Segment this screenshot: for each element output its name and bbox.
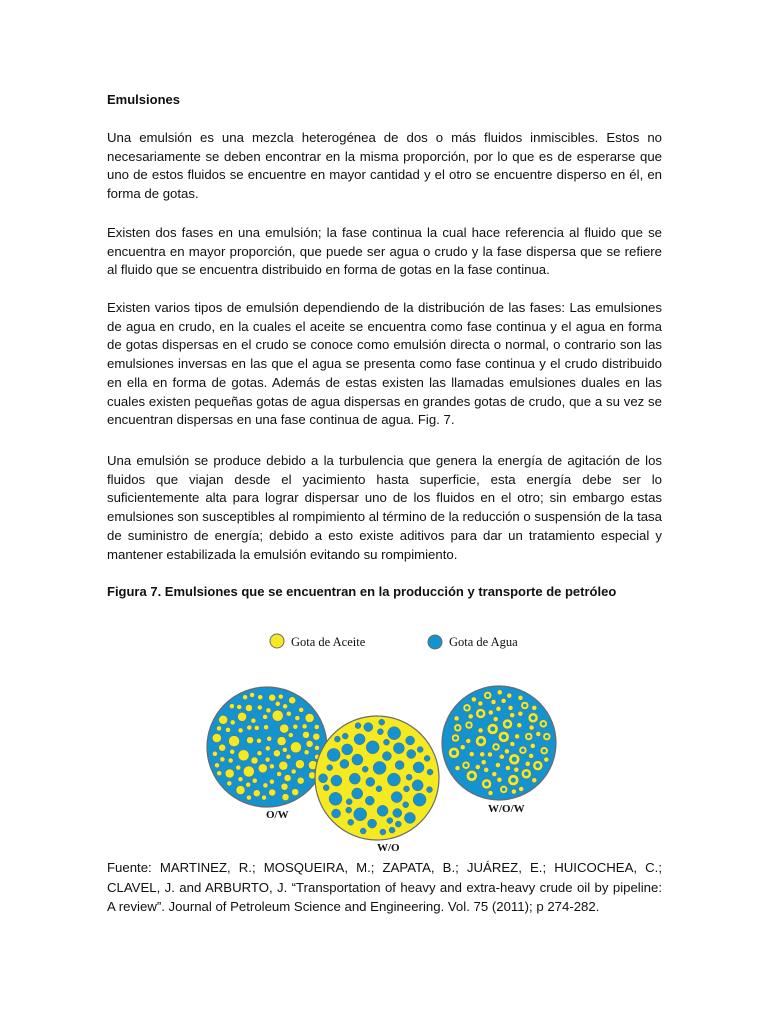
inner-water-drop xyxy=(479,739,484,744)
dispersed-drop xyxy=(334,736,340,742)
dispersed-drop xyxy=(236,786,245,795)
dispersed-drop xyxy=(395,761,404,770)
paragraph-phases: Existen dos fases en una emulsión; la fase continua la cual hace referencia al fluido que se encuentra en mayor proporción, que puede ser agua o crudo y la fase dispersa que se refiere al fluido que se encuentra distribuido en forma de gotas en la fase continua. xyxy=(107,225,662,278)
dispersed-drop xyxy=(293,724,298,729)
dispersed-drop xyxy=(529,753,534,758)
dispersed-drop xyxy=(481,760,486,765)
dispersed-drop xyxy=(364,723,373,732)
dispersed-drop xyxy=(313,733,320,740)
dispersed-drop xyxy=(269,789,276,796)
dispersed-drop xyxy=(263,714,268,719)
dispersed-drop xyxy=(412,780,423,791)
dispersed-drop xyxy=(279,761,288,770)
dispersed-drop xyxy=(427,787,433,793)
dispersed-drop xyxy=(282,747,287,752)
inner-water-drop xyxy=(527,735,531,739)
dispersed-drop xyxy=(530,743,535,748)
dispersed-drop xyxy=(427,769,433,775)
dispersed-drop xyxy=(238,750,249,761)
dispersed-drop xyxy=(265,746,270,751)
emulsion-ow xyxy=(207,687,327,807)
inner-water-drop xyxy=(531,716,536,721)
legend-water-label: Gota de Agua xyxy=(449,635,518,649)
dispersed-drop xyxy=(305,714,314,723)
inner-water-drop xyxy=(523,704,527,708)
dispersed-drop xyxy=(460,745,465,750)
dispersed-drop xyxy=(532,705,537,710)
dispersed-drop xyxy=(514,767,519,772)
dispersed-drop xyxy=(508,705,513,710)
dispersed-drop xyxy=(283,704,288,709)
dispersed-drop xyxy=(391,792,402,803)
dispersed-drop xyxy=(332,809,341,818)
inner-water-drop xyxy=(490,727,495,732)
dispersed-drop xyxy=(295,716,300,721)
dispersed-drop xyxy=(228,758,233,763)
dispersed-drop xyxy=(230,749,235,754)
dispersed-drop xyxy=(269,764,274,769)
dispersed-drop xyxy=(352,788,363,799)
dispersed-drop xyxy=(484,767,489,772)
dispersed-drop xyxy=(266,708,271,713)
dispersed-drop xyxy=(395,821,401,827)
inner-water-drop xyxy=(465,706,469,710)
page-title: Emulsiones xyxy=(107,92,180,107)
dispersed-drop xyxy=(284,775,291,782)
dispersed-drop xyxy=(510,713,515,718)
dispersed-drop xyxy=(380,829,386,835)
dispersed-drop xyxy=(303,731,310,738)
inner-water-drop xyxy=(545,735,549,739)
dispersed-drop xyxy=(278,694,283,699)
dispersed-drop xyxy=(246,782,251,787)
paragraph-definition: Una emulsión es una mezcla heterogénea de dos o más fluidos inmiscibles. Estos no necesariamente se deben encontrar en la misma proporción, por lo que es de esperarse que uno de estos fluidos se encuentre en mayor cantidad y el otro se encuentre disperso en él, en forma de gotas. xyxy=(107,130,662,202)
legend-oil-swatch xyxy=(270,634,284,648)
dispersed-drop xyxy=(217,726,222,731)
dispersed-drop xyxy=(348,819,354,825)
emulsion-wo xyxy=(315,716,439,840)
dispersed-drop xyxy=(342,733,348,739)
dispersed-drop xyxy=(251,757,258,764)
dispersed-drop xyxy=(505,766,510,771)
dispersed-drop xyxy=(319,774,328,783)
dispersed-drop xyxy=(387,773,400,786)
inner-water-drop xyxy=(494,745,498,749)
dispersed-drop xyxy=(424,755,430,761)
dispersed-drop xyxy=(376,786,382,792)
dispersed-drop xyxy=(346,799,352,805)
dispersed-drop xyxy=(297,777,304,784)
dispersed-drop xyxy=(237,705,242,710)
dispersed-drop xyxy=(475,765,480,770)
dispersed-drop xyxy=(269,779,274,784)
dispersed-drop xyxy=(404,812,415,823)
dispersed-drop xyxy=(331,775,342,786)
dispersed-drop xyxy=(299,707,304,712)
dispersed-drop xyxy=(478,701,483,706)
dispersed-drop xyxy=(365,796,374,805)
dispersed-drop xyxy=(355,723,361,729)
dispersed-drop xyxy=(368,819,377,828)
dispersed-drop xyxy=(496,706,501,711)
dispersed-drop xyxy=(340,759,349,768)
dispersed-drop xyxy=(323,785,329,791)
dispersed-drop xyxy=(511,789,516,794)
dispersed-drop xyxy=(519,787,524,792)
dispersed-drop xyxy=(238,728,243,733)
dispersed-drop xyxy=(406,736,415,745)
dispersed-drop xyxy=(267,736,272,741)
dispersed-drop xyxy=(471,697,476,702)
dispersed-drop xyxy=(290,742,301,753)
dispersed-drop xyxy=(492,772,497,777)
inner-water-drop xyxy=(536,763,541,768)
dispersed-drop xyxy=(384,739,390,745)
inner-water-drop xyxy=(542,749,546,753)
dispersed-drop xyxy=(407,750,416,759)
dispersed-drop xyxy=(501,698,506,703)
dispersed-drop xyxy=(504,749,509,754)
dispersed-drop xyxy=(393,809,402,818)
dispersed-drop xyxy=(488,710,493,715)
inner-water-drop xyxy=(469,773,474,778)
dispersed-drop xyxy=(215,763,220,768)
dispersed-drop xyxy=(314,725,319,730)
dispersed-drop xyxy=(507,693,512,698)
dispersed-drop xyxy=(346,807,352,813)
dispersed-drop xyxy=(497,777,502,782)
dispersed-drop xyxy=(510,742,515,747)
dispersed-drop xyxy=(264,725,269,730)
dispersed-drop xyxy=(532,778,537,783)
dispersed-drop xyxy=(544,757,549,762)
dispersed-drop xyxy=(366,777,375,786)
dispersed-drop xyxy=(403,802,409,808)
inner-water-drop xyxy=(505,722,510,727)
dispersed-drop xyxy=(329,792,342,805)
dispersed-drop xyxy=(225,769,234,778)
inner-water-drop xyxy=(484,782,489,787)
dispersed-drop xyxy=(466,739,471,744)
dispersed-drop xyxy=(455,766,460,771)
dispersed-drop xyxy=(304,750,309,755)
inner-water-drop xyxy=(524,772,529,777)
dispersed-drop xyxy=(454,716,459,721)
dispersed-drop xyxy=(379,719,385,725)
dispersed-drop xyxy=(257,751,262,756)
dispersed-drop xyxy=(393,743,404,754)
dispersed-drop xyxy=(468,714,473,719)
dispersed-drop xyxy=(265,757,270,762)
dispersed-drop xyxy=(243,766,254,777)
dispersed-drop xyxy=(251,718,256,723)
figure-caption: Figura 7. Emulsiones que se encuentran en la producción y transporte de petróleo xyxy=(107,584,617,599)
dispersed-drop xyxy=(366,741,379,754)
dispersed-drop xyxy=(292,789,299,796)
dispersed-drop xyxy=(219,744,226,751)
dispersed-drop xyxy=(229,736,240,747)
dispersed-drop xyxy=(302,724,307,729)
inner-water-drop xyxy=(452,750,457,755)
dispersed-drop xyxy=(342,744,353,755)
dispersed-drop xyxy=(349,773,360,784)
dispersed-drop xyxy=(377,729,383,735)
dispersed-drop xyxy=(417,747,423,753)
dispersed-drop xyxy=(247,737,254,744)
dispersed-drop xyxy=(478,728,483,733)
inner-water-drop xyxy=(511,778,516,783)
dispersed-drop xyxy=(373,761,386,774)
emulsion-wow xyxy=(442,686,556,800)
dispersed-drop xyxy=(404,786,410,792)
dispersed-drop xyxy=(263,783,268,788)
dispersed-drop xyxy=(257,705,262,710)
dispersed-drop xyxy=(230,720,235,725)
dispersed-drop xyxy=(480,752,485,757)
dispersed-drop xyxy=(286,754,291,759)
dispersed-drop xyxy=(306,740,313,747)
dispersed-drop xyxy=(262,795,267,800)
dispersed-drop xyxy=(275,701,280,706)
label-wow: W/O/W xyxy=(488,803,525,815)
dispersed-drop xyxy=(382,752,391,761)
legend-water-swatch xyxy=(428,635,442,649)
label-ow: O/W xyxy=(266,809,289,821)
dispersed-drop xyxy=(517,723,522,728)
dispersed-drop xyxy=(515,734,520,739)
dispersed-drop xyxy=(220,757,225,762)
dispersed-drop xyxy=(352,754,363,765)
dispersed-drop xyxy=(354,734,365,745)
dispersed-drop xyxy=(280,724,289,733)
dispersed-drop xyxy=(247,725,252,730)
dispersed-drop xyxy=(413,762,424,773)
dispersed-drop xyxy=(288,733,293,738)
inner-water-drop xyxy=(502,788,506,792)
inner-water-drop xyxy=(478,711,483,716)
dispersed-drop xyxy=(253,790,260,797)
dispersed-drop xyxy=(227,781,232,786)
dispersed-drop xyxy=(295,760,304,769)
dispersed-drop xyxy=(212,751,217,756)
dispersed-drop xyxy=(238,777,243,782)
dispersed-drop xyxy=(469,752,474,757)
dispersed-drop xyxy=(536,732,541,737)
inner-water-drop xyxy=(464,763,468,767)
dispersed-drop xyxy=(495,763,500,768)
dispersed-drop xyxy=(327,748,340,761)
dispersed-drop xyxy=(212,734,221,743)
dispersed-drop xyxy=(491,700,496,705)
dispersed-drop xyxy=(217,771,222,776)
dispersed-drop xyxy=(360,828,366,834)
dispersed-drop xyxy=(497,690,502,695)
dispersed-drop xyxy=(252,778,257,783)
dispersed-drop xyxy=(236,765,241,770)
dispersed-drop xyxy=(362,766,368,772)
dispersed-drop xyxy=(282,794,289,801)
dispersed-drop xyxy=(315,745,320,750)
dispersed-drop xyxy=(277,772,282,777)
paragraph-types: Existen varios tipos de emulsión dependiendo de la distribución de las fases: Las emulsiones de agua en crudo, en la cuales el aceite se encuentra como fase continua y el agua en forma de gotas dispersas en el crudo se conoce como emulsión directa o normal, o contrario son las emulsiones inversas en las que el agua se presenta como fase continua y el crudo distribuido en ella en forma de gotas. Además de estas existen las llamadas emulsiones duales en las cuales existen pequeñas gotas de agua dispersas en grandes gotas de crudo, que a su vez se encuentran dispersas en una fase continua de agua. Fig. 7. xyxy=(107,300,662,428)
dispersed-drop xyxy=(238,712,247,721)
dispersed-drop xyxy=(250,693,255,698)
inner-water-drop xyxy=(456,726,460,730)
legend-oil-label: Gota de Aceite xyxy=(291,635,366,649)
dispersed-drop xyxy=(389,827,395,833)
dispersed-drop xyxy=(525,761,530,766)
inner-water-drop xyxy=(512,757,517,762)
dispersed-drop xyxy=(499,754,504,759)
dispersed-drop xyxy=(269,694,276,701)
dispersed-drop xyxy=(406,774,412,780)
dispersed-drop xyxy=(493,717,498,722)
dispersed-drop xyxy=(518,695,523,700)
dispersed-drop xyxy=(281,783,288,790)
dispersed-drop xyxy=(529,725,534,730)
inner-water-drop xyxy=(542,722,546,726)
inner-water-drop xyxy=(467,723,471,727)
dispersed-drop xyxy=(387,818,393,824)
dispersed-drop xyxy=(273,750,280,757)
dispersed-drop xyxy=(272,710,283,721)
inner-water-drop xyxy=(521,748,525,752)
inner-water-drop xyxy=(501,734,506,739)
dispersed-drop xyxy=(277,737,286,746)
dispersed-drop xyxy=(286,711,291,716)
dispersed-drop xyxy=(254,725,259,730)
dispersed-drop xyxy=(488,752,493,757)
dispersed-drop xyxy=(229,704,234,709)
dispersed-drop xyxy=(257,738,262,743)
dispersed-drop xyxy=(243,695,248,700)
inner-water-drop xyxy=(486,694,490,698)
dispersed-drop xyxy=(488,791,493,796)
dispersed-drop xyxy=(291,769,296,774)
dispersed-drop xyxy=(413,793,426,806)
emulsion-figure xyxy=(204,615,565,861)
dispersed-drop xyxy=(258,764,267,773)
legend xyxy=(270,634,518,649)
dispersed-drop xyxy=(377,805,388,816)
label-wo: W/O xyxy=(377,842,400,854)
source-citation: Fuente: MARTINEZ, R.; MOSQUEIRA, M.; ZAPATA, B.; JUÁREZ, E.; HUICOCHEA, C.; CLAVEL, J. and ARBURTO, J. “Transportation of heavy and extra-heavy crude oil by pipeline: A review”. Journal of Petroleum Science and Engineering. Vol. 75 (2011); p 274-282. xyxy=(107,860,662,914)
paragraph-formation: Una emulsión se produce debido a la turbulencia que genera la energía de agitación de los fluidos que viajan desde el yacimiento hasta superficie, esta energía debe ser lo suficientemente alta para lograr dispersar uno de los fluidos en el otro; sin embargo estas emulsiones son susceptibles al rompimiento al término de la reducción o suspensión de la tasa de suministro de energía; debido a esto existe aditivos para dar un tratamiento especial y mantener estabilizada la emulsión evitando su rompimiento. xyxy=(107,453,662,562)
continuous-phase xyxy=(442,686,556,800)
dispersed-drop xyxy=(327,765,333,771)
dispersed-drop xyxy=(388,727,401,740)
dispersed-drop xyxy=(258,695,263,700)
inner-water-drop xyxy=(454,736,458,740)
dispersed-drop xyxy=(219,715,228,724)
dispersed-drop xyxy=(289,697,296,704)
dispersed-drop xyxy=(246,795,251,800)
dispersed-drop xyxy=(518,711,523,716)
dispersed-drop xyxy=(245,705,252,712)
dispersed-drop xyxy=(354,808,367,821)
dispersed-drop xyxy=(226,727,231,732)
